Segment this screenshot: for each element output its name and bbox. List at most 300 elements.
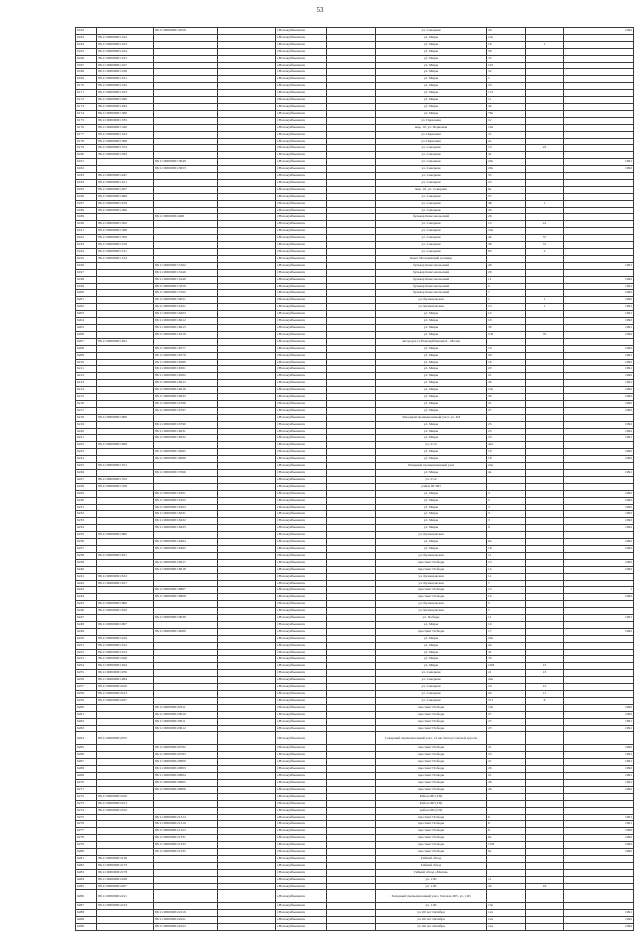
table-row	[76, 642, 634, 649]
house-number-cell: 21	[487, 670, 526, 677]
flat-number-cell	[526, 48, 564, 55]
flat-number-cell	[526, 463, 564, 470]
empty-cell	[327, 786, 376, 793]
year-cell: 1991	[564, 283, 634, 290]
cadastral-number: 86:11:0000000:2207	[97, 883, 154, 890]
house-number-cell: 9а	[487, 186, 526, 193]
row-index: 6229	[76, 490, 97, 497]
year-cell: 1991	[564, 752, 634, 759]
building-cadastral-number	[154, 41, 218, 48]
cadastral-number	[97, 786, 154, 793]
table-row	[76, 800, 634, 807]
empty-cell	[218, 373, 276, 380]
locality-cell: г.Новокуйбышевск	[276, 380, 327, 387]
empty-cell	[218, 311, 276, 318]
building-cadastral-number	[154, 807, 218, 814]
cadastral-number	[97, 407, 154, 414]
row-index: 6234	[76, 525, 97, 532]
table-row	[76, 407, 634, 414]
house-number-cell: 23	[487, 421, 526, 428]
empty-cell	[327, 352, 376, 359]
empty-cell	[327, 890, 376, 903]
year-cell: 1992	[564, 842, 634, 849]
building-cadastral-number: 86:11:0000000:20611	[154, 718, 218, 725]
house-number-cell: 7	[487, 608, 526, 615]
year-cell: 1991	[564, 435, 634, 442]
empty-cell	[218, 587, 276, 594]
flat-number-cell	[526, 69, 564, 76]
locality-cell: г.Новокуйбышевск	[276, 718, 327, 725]
locality-cell: г.Новокуйбышевск	[276, 628, 327, 635]
year-cell	[564, 862, 634, 869]
table-row	[76, 704, 634, 711]
house-number-cell: 19а	[487, 228, 526, 235]
street-cell: Район ПП (ГП)	[376, 800, 487, 807]
cadastral-number	[97, 594, 154, 601]
building-cadastral-number: 86:11:0000000:18432	[154, 518, 218, 525]
empty-cell	[218, 649, 276, 656]
year-cell: 1992	[564, 917, 634, 924]
building-cadastral-number	[154, 228, 218, 235]
table-row	[76, 545, 634, 552]
flat-number-cell: 1	[526, 200, 564, 207]
building-cadastral-number: 86:11:0000000:16580	[154, 359, 218, 366]
cadastral-number: 86:11:0000000:1910	[97, 635, 154, 642]
cadastral-number	[97, 828, 154, 835]
table-row	[76, 124, 634, 131]
table-row	[76, 28, 634, 35]
house-number-cell: 21	[487, 759, 526, 766]
table-row	[76, 786, 634, 793]
table-row	[76, 615, 634, 622]
empty-cell	[327, 759, 376, 766]
flat-number-cell	[526, 869, 564, 876]
house-number-cell: 2а	[487, 138, 526, 145]
empty-cell	[327, 62, 376, 69]
house-number-cell: 52	[487, 69, 526, 76]
row-index: 6277	[76, 828, 97, 835]
cadastral-number	[97, 711, 154, 718]
empty-cell	[218, 255, 276, 262]
empty-cell	[327, 476, 376, 483]
empty-cell	[327, 318, 376, 325]
empty-cell	[218, 711, 276, 718]
cadastral-number: 86:11:0000000:2101	[97, 800, 154, 807]
locality-cell: г.Новокуйбышевск	[276, 869, 327, 876]
building-cadastral-number	[154, 117, 218, 124]
table-row	[76, 345, 634, 352]
cadastral-number: 86:11:0000000:1467	[97, 186, 154, 193]
locality-cell: г.Новокуйбышевск	[276, 779, 327, 786]
house-number-cell: 76	[487, 656, 526, 663]
flat-number-cell	[526, 421, 564, 428]
table-row	[76, 525, 634, 532]
locality-cell: г.Новокуйбышевск	[276, 903, 327, 910]
house-number-cell: 55	[487, 173, 526, 180]
empty-cell	[327, 842, 376, 849]
cadastral-number	[97, 814, 154, 821]
building-cadastral-number: 86:11:0000000:20804	[154, 773, 218, 780]
house-number-cell: 11	[487, 876, 526, 883]
flat-number-cell	[526, 552, 564, 559]
year-cell	[564, 855, 634, 862]
row-index: 6239	[76, 559, 97, 566]
empty-cell	[218, 400, 276, 407]
row-index: 6164	[76, 41, 97, 48]
street-cell: ул. Кузнецовская	[376, 532, 487, 539]
table-row	[76, 235, 634, 242]
house-number-cell: 15	[487, 221, 526, 228]
year-cell	[564, 186, 634, 193]
empty-cell	[327, 373, 376, 380]
table-row	[76, 179, 634, 186]
building-cadastral-number	[154, 663, 218, 670]
building-cadastral-number	[154, 145, 218, 152]
house-number-cell: 4а	[487, 470, 526, 477]
empty-cell	[327, 800, 376, 807]
locality-cell: г.Новокуйбышевск	[276, 525, 327, 532]
year-cell: 1991	[564, 718, 634, 725]
empty-cell	[218, 786, 276, 793]
street-cell: бульвар Комсомольский	[376, 290, 487, 297]
empty-cell	[218, 318, 276, 325]
row-index: 6197	[76, 269, 97, 276]
year-cell: 1991	[564, 366, 634, 373]
locality-cell: г.Новокуйбышевск	[276, 807, 327, 814]
building-cadastral-number: 86:11:0000000:16203	[154, 311, 218, 318]
empty-cell	[218, 110, 276, 117]
year-cell: 1992	[564, 511, 634, 518]
year-cell: 1992	[564, 766, 634, 773]
street-cell: бульвар Комсомольский	[376, 262, 487, 269]
locality-cell: г.Новокуйбышевск	[276, 359, 327, 366]
building-cadastral-number	[154, 124, 218, 131]
building-cadastral-number	[154, 793, 218, 800]
street-cell: ул. Миры	[376, 504, 487, 511]
empty-cell	[327, 103, 376, 110]
empty-cell	[218, 573, 276, 580]
cadastral-number	[97, 421, 154, 428]
house-number-cell: 20	[487, 352, 526, 359]
empty-cell	[218, 283, 276, 290]
year-cell: 1992	[564, 394, 634, 401]
empty-cell	[218, 407, 276, 414]
empty-cell	[218, 483, 276, 490]
row-index: 6167	[76, 62, 97, 69]
street-cell: ул. Миры	[376, 318, 487, 325]
empty-cell	[327, 628, 376, 635]
year-cell: 1992	[564, 497, 634, 504]
empty-cell	[327, 497, 376, 504]
locality-cell: г.Новокуйбышевск	[276, 55, 327, 62]
cadastral-number: 86:11:0000000:1679	[97, 200, 154, 207]
cadastral-number	[97, 587, 154, 594]
flat-number-cell	[526, 732, 564, 745]
house-number-cell: 25	[487, 179, 526, 186]
building-cadastral-number: 86:11:0000000:16932	[154, 435, 218, 442]
row-index: 6216	[76, 400, 97, 407]
year-cell	[564, 463, 634, 470]
table-row	[76, 711, 634, 718]
year-cell: 1992	[564, 407, 634, 414]
house-number-cell: 21	[487, 745, 526, 752]
flat-number-cell	[526, 387, 564, 394]
cadastral-number: 86:11:0000000:1701	[97, 463, 154, 470]
cadastral-number: 86:11:0000000:1233	[97, 90, 154, 97]
empty-cell	[327, 124, 376, 131]
house-number-cell: 25	[487, 428, 526, 435]
empty-cell	[218, 869, 276, 876]
house-number-cell: 30	[487, 324, 526, 331]
table-row	[76, 352, 634, 359]
building-cadastral-number	[154, 635, 218, 642]
flat-number-cell	[526, 179, 564, 186]
street-cell: проспект Победы	[376, 842, 487, 849]
locality-cell: г.Новокуйбышевск	[276, 883, 327, 890]
table-row	[76, 766, 634, 773]
row-index: 6270	[76, 779, 97, 786]
locality-cell: г.Новокуйбышевск	[276, 193, 327, 200]
empty-cell	[218, 608, 276, 615]
house-number-cell: 19	[487, 684, 526, 691]
building-cadastral-number: 86:11:0000000:18868	[154, 594, 218, 601]
flat-number-cell	[526, 917, 564, 924]
year-cell: 1992	[564, 849, 634, 856]
cadastral-number	[97, 394, 154, 401]
flat-number-cell	[526, 725, 564, 732]
empty-cell	[218, 463, 276, 470]
building-cadastral-number: 86:11:0000000:16613	[154, 380, 218, 387]
empty-cell	[218, 490, 276, 497]
cadastral-number: 86:11:0000000:2072	[97, 732, 154, 745]
locality-cell: г.Новокуйбышевск	[276, 297, 327, 304]
table-row	[76, 331, 634, 338]
building-cadastral-number	[154, 552, 218, 559]
table-row	[76, 807, 634, 814]
street-cell: ул. Миры	[376, 490, 487, 497]
flat-number-cell: 13	[526, 670, 564, 677]
flat-number-cell	[526, 876, 564, 883]
empty-cell	[218, 525, 276, 532]
table-row	[76, 814, 634, 821]
locality-cell: г.Новокуйбышевск	[276, 318, 327, 325]
house-number-cell: 20	[487, 691, 526, 698]
row-index: 6220	[76, 428, 97, 435]
building-cadastral-number: 86:11:0000000:16577	[154, 345, 218, 352]
locality-cell: г.Новокуйбышевск	[276, 269, 327, 276]
cadastral-number: 86:11:0000000:2173	[97, 862, 154, 869]
locality-cell: г.Новокуйбышевск	[276, 394, 327, 401]
house-number-cell: 41	[487, 152, 526, 159]
street-cell: ул. Миры	[376, 103, 487, 110]
year-cell	[564, 697, 634, 704]
empty-cell	[327, 297, 376, 304]
street-cell: район III-ПП	[376, 483, 487, 490]
register-table	[75, 27, 634, 931]
house-number-cell: 29а	[487, 635, 526, 642]
year-cell: 1991	[564, 821, 634, 828]
table-row	[76, 869, 634, 876]
locality-cell: г.Новокуйбышевск	[276, 90, 327, 97]
building-cadastral-number	[154, 532, 218, 539]
empty-cell	[218, 766, 276, 773]
empty-cell	[218, 387, 276, 394]
building-cadastral-number	[154, 255, 218, 262]
flat-number-cell	[526, 97, 564, 104]
building-cadastral-number	[154, 476, 218, 483]
flat-number-cell: 35	[526, 331, 564, 338]
row-index: 6289	[76, 917, 97, 924]
street-cell: бульвар Комсомольский	[376, 276, 487, 283]
house-number-cell: 13а	[487, 903, 526, 910]
table-row	[76, 910, 634, 917]
flat-number-cell	[526, 828, 564, 835]
locality-cell: г.Новокуйбышевск	[276, 249, 327, 256]
house-number-cell: 41	[487, 649, 526, 656]
house-number-cell: 20	[487, 269, 526, 276]
cadastral-number	[97, 269, 154, 276]
house-number-cell	[487, 414, 526, 421]
building-cadastral-number	[154, 186, 218, 193]
house-number-cell: 18	[487, 456, 526, 463]
cadastral-number	[97, 366, 154, 373]
house-number-cell: 6	[487, 821, 526, 828]
building-cadastral-number: 86:11:0000000:12056	[154, 28, 218, 35]
flat-number-cell	[526, 276, 564, 283]
year-cell	[564, 677, 634, 684]
table-row	[76, 48, 634, 55]
locality-cell: г.Новокуйбышевск	[276, 835, 327, 842]
table-row	[76, 41, 634, 48]
table-row	[76, 511, 634, 518]
street-cell: ул. Кузнецовская	[376, 573, 487, 580]
empty-cell	[327, 145, 376, 152]
year-cell: 1992	[564, 504, 634, 511]
empty-cell	[327, 110, 376, 117]
flat-number-cell	[526, 855, 564, 862]
row-index: 6222	[76, 442, 97, 449]
cadastral-number	[97, 318, 154, 325]
locality-cell: г.Новокуйбышевск	[276, 311, 327, 318]
locality-cell: г.Новокуйбышевск	[276, 76, 327, 83]
street-cell: ул. Первомая	[376, 131, 487, 138]
flat-number-cell	[526, 862, 564, 869]
empty-cell	[327, 559, 376, 566]
house-number-cell: 1	[487, 297, 526, 304]
cadastral-number: 86:11:0000000:1509	[97, 235, 154, 242]
empty-cell	[327, 55, 376, 62]
locality-cell: г.Новокуйбышевск	[276, 691, 327, 698]
empty-cell	[218, 414, 276, 421]
cadastral-number	[97, 400, 154, 407]
table-row	[76, 725, 634, 732]
flat-number-cell	[526, 55, 564, 62]
empty-cell	[218, 552, 276, 559]
street-cell: Северный промышленный узел, 12 км Златоустовской дороги	[376, 732, 487, 745]
empty-cell	[327, 677, 376, 684]
cadastral-number	[97, 849, 154, 856]
building-cadastral-number: 86:11:0000000:20800	[154, 759, 218, 766]
empty-cell	[218, 76, 276, 83]
cadastral-number: 86:11:0000000:1340	[97, 124, 154, 131]
empty-cell	[218, 200, 276, 207]
cadastral-number	[97, 718, 154, 725]
year-cell	[564, 117, 634, 124]
cadastral-number	[97, 766, 154, 773]
table-row	[76, 207, 634, 214]
table-row	[76, 318, 634, 325]
year-cell: 1992	[564, 490, 634, 497]
year-cell	[564, 552, 634, 559]
cadastral-number: 86:11:0000000:1508	[97, 228, 154, 235]
house-number-cell	[487, 862, 526, 869]
locality-cell: г.Новокуйбышевск	[276, 732, 327, 745]
empty-cell	[327, 331, 376, 338]
street-cell: ул. Северная	[376, 28, 487, 35]
empty-cell	[218, 179, 276, 186]
street-cell: ул. Северная	[376, 159, 487, 166]
empty-cell	[327, 407, 376, 414]
year-cell	[564, 131, 634, 138]
empty-cell	[327, 76, 376, 83]
locality-cell: г.Новокуйбышевск	[276, 890, 327, 903]
empty-cell	[327, 304, 376, 311]
locality-cell: г.Новокуйбышевск	[276, 828, 327, 835]
building-cadastral-number: 86:11:0000000:15762	[154, 290, 218, 297]
year-cell: 1992	[564, 566, 634, 573]
house-number-cell: 3	[487, 490, 526, 497]
street-cell: проспект Победы	[376, 759, 487, 766]
row-index: 6228	[76, 483, 97, 490]
cadastral-number	[97, 276, 154, 283]
empty-cell	[327, 917, 376, 924]
house-number-cell: 58	[487, 48, 526, 55]
row-index: 6173	[76, 103, 97, 110]
street-cell: ул. Северная	[376, 207, 487, 214]
flat-number-cell	[526, 835, 564, 842]
table-row	[76, 76, 634, 83]
locality-cell: г.Новокуйбышевск	[276, 207, 327, 214]
year-cell: 1992	[564, 359, 634, 366]
flat-number-cell	[526, 380, 564, 387]
table-row	[76, 428, 634, 435]
empty-cell	[327, 242, 376, 249]
house-number-cell: 64	[487, 539, 526, 546]
table-row	[76, 697, 634, 704]
empty-cell	[218, 117, 276, 124]
row-index: 6188	[76, 207, 97, 214]
building-cadastral-number: 86:11:0000000:20612	[154, 725, 218, 732]
flat-number-cell	[526, 318, 564, 325]
table-row	[76, 173, 634, 180]
cadastral-number	[97, 539, 154, 546]
flat-number-cell	[526, 262, 564, 269]
year-cell	[564, 732, 634, 745]
empty-cell	[218, 28, 276, 35]
row-index: 6171	[76, 90, 97, 97]
flat-number-cell	[526, 131, 564, 138]
cadastral-number: 86:11:0000000:1924	[97, 663, 154, 670]
empty-cell	[218, 697, 276, 704]
cadastral-number: 86:11:0000000:1369	[97, 138, 154, 145]
empty-cell	[327, 903, 376, 910]
table-row	[76, 470, 634, 477]
cadastral-number	[97, 352, 154, 359]
row-index: 6226	[76, 470, 97, 477]
house-number-cell: 12а	[487, 917, 526, 924]
cadastral-number	[97, 518, 154, 525]
locality-cell: г.Новокуйбышевск	[276, 331, 327, 338]
